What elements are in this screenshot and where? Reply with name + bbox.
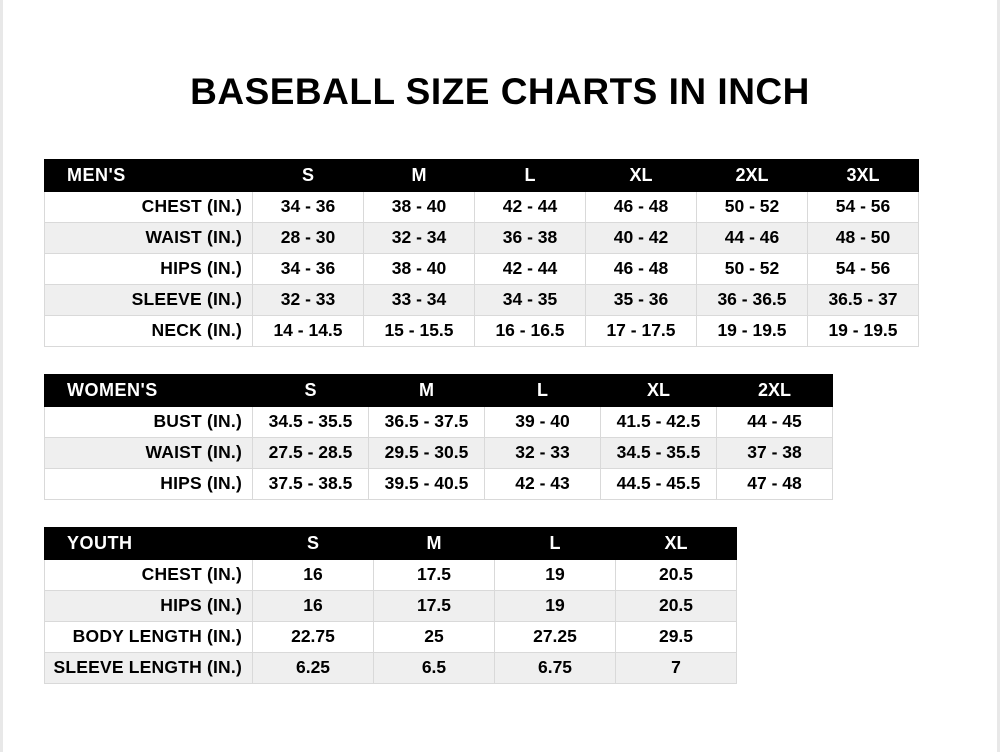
table-cell: 37 - 38 [717, 437, 833, 468]
column-header: S [253, 159, 364, 191]
table-row [45, 621, 737, 652]
mens-size-table [44, 159, 919, 347]
table-row [45, 253, 919, 284]
table-cell: 47 - 48 [717, 468, 833, 499]
column-header: WOMEN'S [45, 374, 253, 406]
column-header: L [475, 159, 586, 191]
table-cell: 19 [495, 590, 616, 621]
column-header: M [364, 159, 475, 191]
column-header: 2XL [697, 159, 808, 191]
table-cell: 40 - 42 [586, 222, 697, 253]
table-cell: 29.5 [616, 621, 737, 652]
row-label: SLEEVE (IN.) [45, 284, 253, 315]
table-cell: 34 - 36 [253, 253, 364, 284]
left-page-edge [0, 0, 3, 752]
table-cell: 44 - 46 [697, 222, 808, 253]
table-cell: 28 - 30 [253, 222, 364, 253]
page-title: BASEBALL SIZE CHARTS IN INCH [190, 71, 810, 112]
table-cell: 50 - 52 [697, 191, 808, 222]
table-cell: 17.5 [374, 590, 495, 621]
column-header: S [253, 527, 374, 559]
row-label: WAIST (IN.) [45, 437, 253, 468]
row-label: CHEST (IN.) [45, 559, 253, 590]
table-cell: 17 - 17.5 [586, 315, 697, 346]
table-cell: 38 - 40 [364, 191, 475, 222]
table-cell: 6.25 [253, 652, 374, 683]
table-cell: 27.5 - 28.5 [253, 437, 369, 468]
youth-size-table [44, 527, 737, 684]
table-cell: 32 - 33 [485, 437, 601, 468]
column-header: L [495, 527, 616, 559]
size-tables-container [0, 113, 1000, 684]
column-header: M [374, 527, 495, 559]
table-cell: 34 - 35 [475, 284, 586, 315]
row-label: SLEEVE LENGTH (IN.) [45, 652, 253, 683]
row-label: HIPS (IN.) [45, 253, 253, 284]
table-cell: 54 - 56 [808, 253, 919, 284]
table-cell: 19 [495, 559, 616, 590]
table-cell: 34.5 - 35.5 [601, 437, 717, 468]
table-cell: 32 - 33 [253, 284, 364, 315]
table-cell: 14 - 14.5 [253, 315, 364, 346]
table-cell: 48 - 50 [808, 222, 919, 253]
column-header: MEN'S [45, 159, 253, 191]
column-header: S [253, 374, 369, 406]
table-cell: 27.25 [495, 621, 616, 652]
table-cell: 46 - 48 [586, 253, 697, 284]
table-cell: 32 - 34 [364, 222, 475, 253]
table-row [45, 191, 919, 222]
column-header: 3XL [808, 159, 919, 191]
table-cell: 20.5 [616, 590, 737, 621]
womens-size-table [44, 374, 833, 500]
column-header: XL [601, 374, 717, 406]
column-header: XL [586, 159, 697, 191]
column-header: M [369, 374, 485, 406]
table-cell: 41.5 - 42.5 [601, 406, 717, 437]
table-cell: 20.5 [616, 559, 737, 590]
table-cell: 39.5 - 40.5 [369, 468, 485, 499]
table-cell: 42 - 44 [475, 191, 586, 222]
table-row [45, 284, 919, 315]
table-cell: 25 [374, 621, 495, 652]
table-cell: 19 - 19.5 [808, 315, 919, 346]
row-label: BODY LENGTH (IN.) [45, 621, 253, 652]
table-cell: 34.5 - 35.5 [253, 406, 369, 437]
table-cell: 16 - 16.5 [475, 315, 586, 346]
table-row [45, 559, 737, 590]
table-cell: 22.75 [253, 621, 374, 652]
table-row [45, 222, 919, 253]
table-cell: 46 - 48 [586, 191, 697, 222]
table-row [45, 468, 833, 499]
column-header: XL [616, 527, 737, 559]
table-header-row [45, 159, 919, 191]
table-cell: 39 - 40 [485, 406, 601, 437]
table-cell: 42 - 43 [485, 468, 601, 499]
table-cell: 36.5 - 37 [808, 284, 919, 315]
table-cell: 17.5 [374, 559, 495, 590]
table-row [45, 315, 919, 346]
table-header-row [45, 527, 737, 559]
table-cell: 34 - 36 [253, 191, 364, 222]
table-cell: 16 [253, 590, 374, 621]
table-cell: 6.5 [374, 652, 495, 683]
column-header: YOUTH [45, 527, 253, 559]
table-cell: 50 - 52 [697, 253, 808, 284]
table-cell: 36 - 36.5 [697, 284, 808, 315]
table-cell: 44 - 45 [717, 406, 833, 437]
table-cell: 19 - 19.5 [697, 315, 808, 346]
row-label: CHEST (IN.) [45, 191, 253, 222]
column-header: 2XL [717, 374, 833, 406]
table-cell: 16 [253, 559, 374, 590]
column-header: L [485, 374, 601, 406]
table-cell: 29.5 - 30.5 [369, 437, 485, 468]
table-cell: 42 - 44 [475, 253, 586, 284]
table-row [45, 590, 737, 621]
table-cell: 15 - 15.5 [364, 315, 475, 346]
row-label: HIPS (IN.) [45, 590, 253, 621]
table-row [45, 406, 833, 437]
table-cell: 35 - 36 [586, 284, 697, 315]
table-cell: 6.75 [495, 652, 616, 683]
table-row [45, 437, 833, 468]
table-cell: 38 - 40 [364, 253, 475, 284]
table-cell: 54 - 56 [808, 191, 919, 222]
row-label: NECK (IN.) [45, 315, 253, 346]
table-cell: 36 - 38 [475, 222, 586, 253]
row-label: WAIST (IN.) [45, 222, 253, 253]
row-label: BUST (IN.) [45, 406, 253, 437]
table-cell: 33 - 34 [364, 284, 475, 315]
table-cell: 44.5 - 45.5 [601, 468, 717, 499]
table-cell: 36.5 - 37.5 [369, 406, 485, 437]
table-header-row [45, 374, 833, 406]
row-label: HIPS (IN.) [45, 468, 253, 499]
table-row [45, 652, 737, 683]
table-cell: 37.5 - 38.5 [253, 468, 369, 499]
table-cell: 7 [616, 652, 737, 683]
